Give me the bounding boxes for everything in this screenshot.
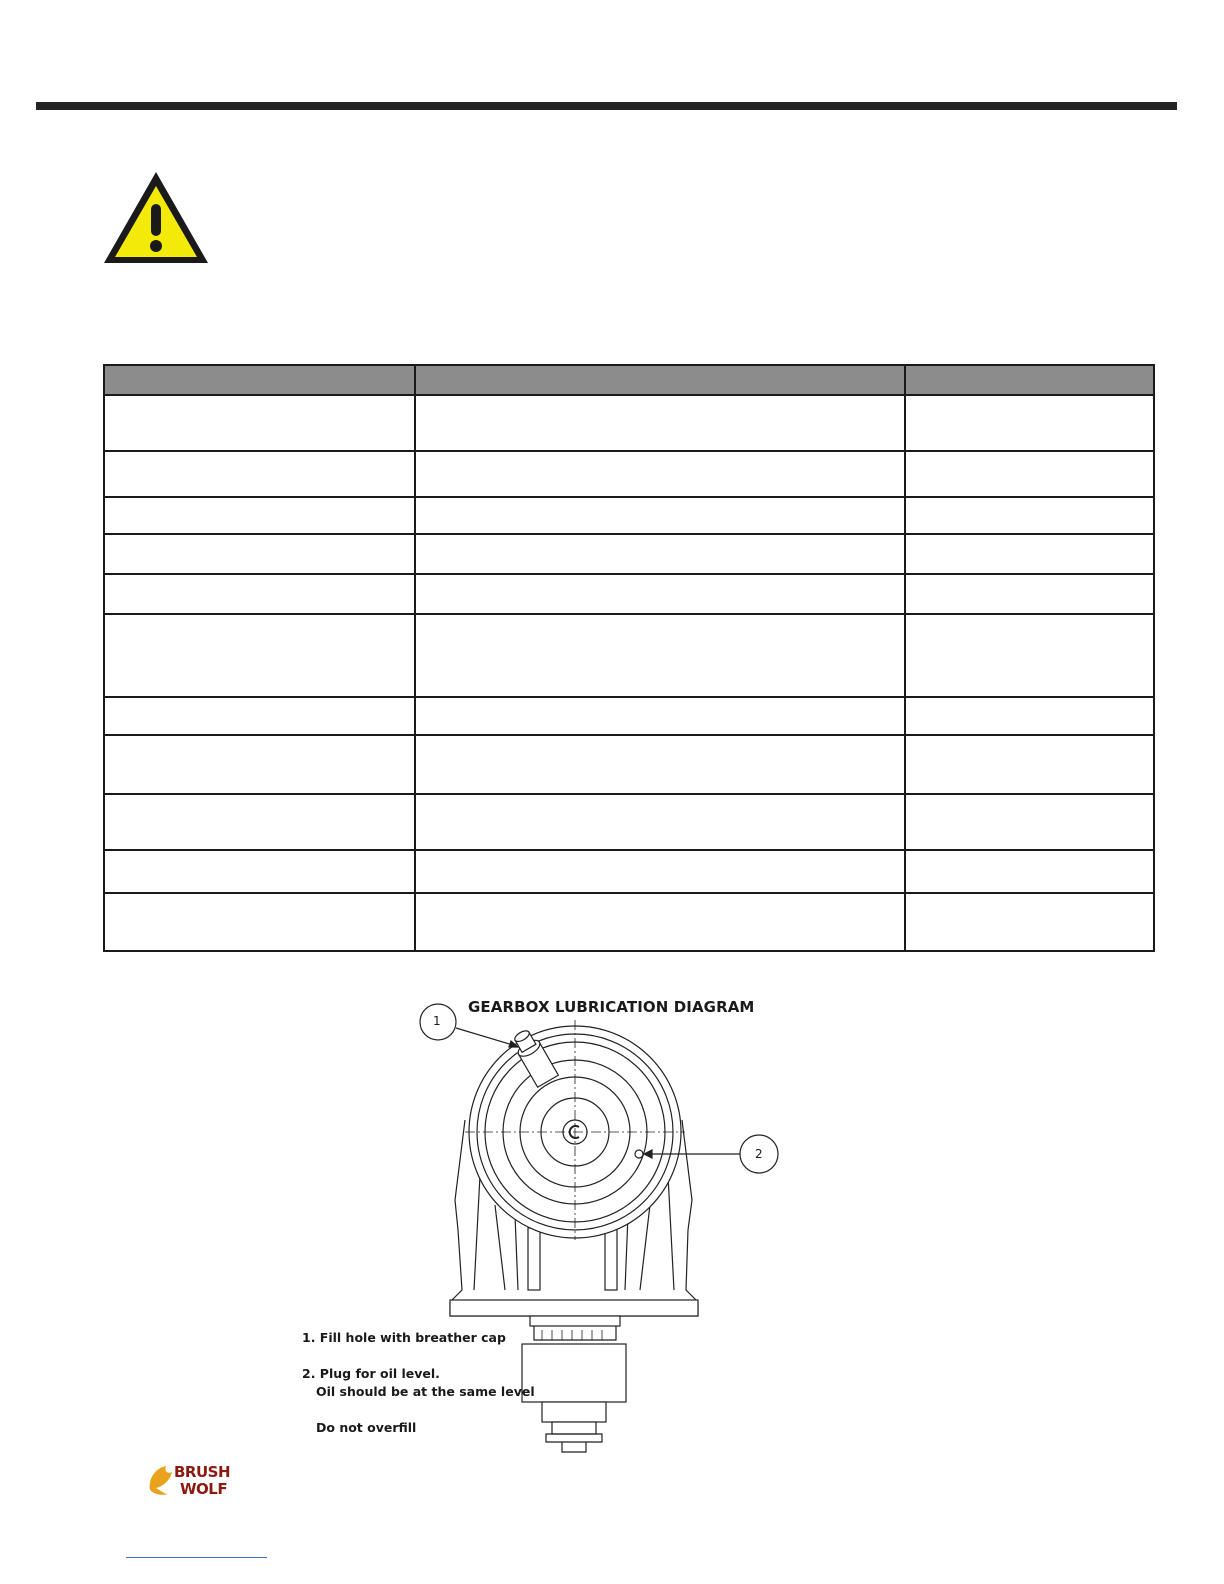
table-cell (905, 395, 1154, 451)
table-cell (905, 451, 1154, 497)
note-plug-oil-level: 2. Plug for oil level. (302, 1366, 440, 1381)
table-cell (415, 451, 905, 497)
table-row (104, 697, 1154, 735)
table-cell (104, 893, 415, 951)
table-cell (905, 794, 1154, 850)
table-row (104, 794, 1154, 850)
table-cell (415, 395, 905, 451)
table-header-cell (104, 365, 415, 395)
footer-link-underline (126, 1557, 267, 1558)
table-cell (415, 850, 905, 893)
table-cell (104, 794, 415, 850)
callout-2-label: 2 (755, 1147, 763, 1161)
maintenance-table (103, 364, 1155, 952)
table-cell (415, 497, 905, 534)
note-fill-hole: 1. Fill hole with breather cap (302, 1330, 506, 1345)
table-cell (415, 574, 905, 614)
table-header-cell (415, 365, 905, 395)
table-cell (104, 574, 415, 614)
table-cell (905, 850, 1154, 893)
table-row (104, 735, 1154, 794)
table-cell (905, 497, 1154, 534)
table-cell (104, 395, 415, 451)
table-cell (905, 574, 1154, 614)
brush-wolf-logo (146, 1460, 238, 1500)
table-cell (415, 534, 905, 574)
table-header-cell (905, 365, 1154, 395)
diagram-title: GEARBOX LUBRICATION DIAGRAM (468, 998, 755, 1016)
table-cell (104, 850, 415, 893)
table-row (104, 614, 1154, 697)
top-rule (36, 102, 1177, 110)
table-cell (104, 451, 415, 497)
table-cell (905, 697, 1154, 735)
table-row (104, 850, 1154, 893)
table-row (104, 534, 1154, 574)
table-header-row (104, 365, 1154, 395)
table-row (104, 574, 1154, 614)
svg-text:BRUSH: BRUSH (174, 1463, 231, 1481)
table-cell (415, 893, 905, 951)
table-row (104, 451, 1154, 497)
table-cell (415, 794, 905, 850)
table-row (104, 497, 1154, 534)
note-oil-same-level: Oil should be at the same level (316, 1384, 535, 1399)
note-do-not-overfill: Do not overfill (316, 1420, 417, 1435)
table-row (104, 395, 1154, 451)
table-row (104, 893, 1154, 951)
table-cell (905, 735, 1154, 794)
table-cell (104, 497, 415, 534)
svg-text:WOLF: WOLF (180, 1480, 228, 1498)
table-cell (104, 534, 415, 574)
table-cell (905, 534, 1154, 574)
warning-triangle-icon (100, 168, 212, 268)
table-cell (415, 614, 905, 697)
table-cell (415, 697, 905, 735)
table-cell (415, 735, 905, 794)
table-cell (104, 697, 415, 735)
table-cell (104, 614, 415, 697)
callout-1-label: 1 (433, 1014, 441, 1028)
table-cell (905, 614, 1154, 697)
table-cell (104, 735, 415, 794)
table-cell (905, 893, 1154, 951)
gearbox-lubrication-diagram (290, 990, 790, 1460)
